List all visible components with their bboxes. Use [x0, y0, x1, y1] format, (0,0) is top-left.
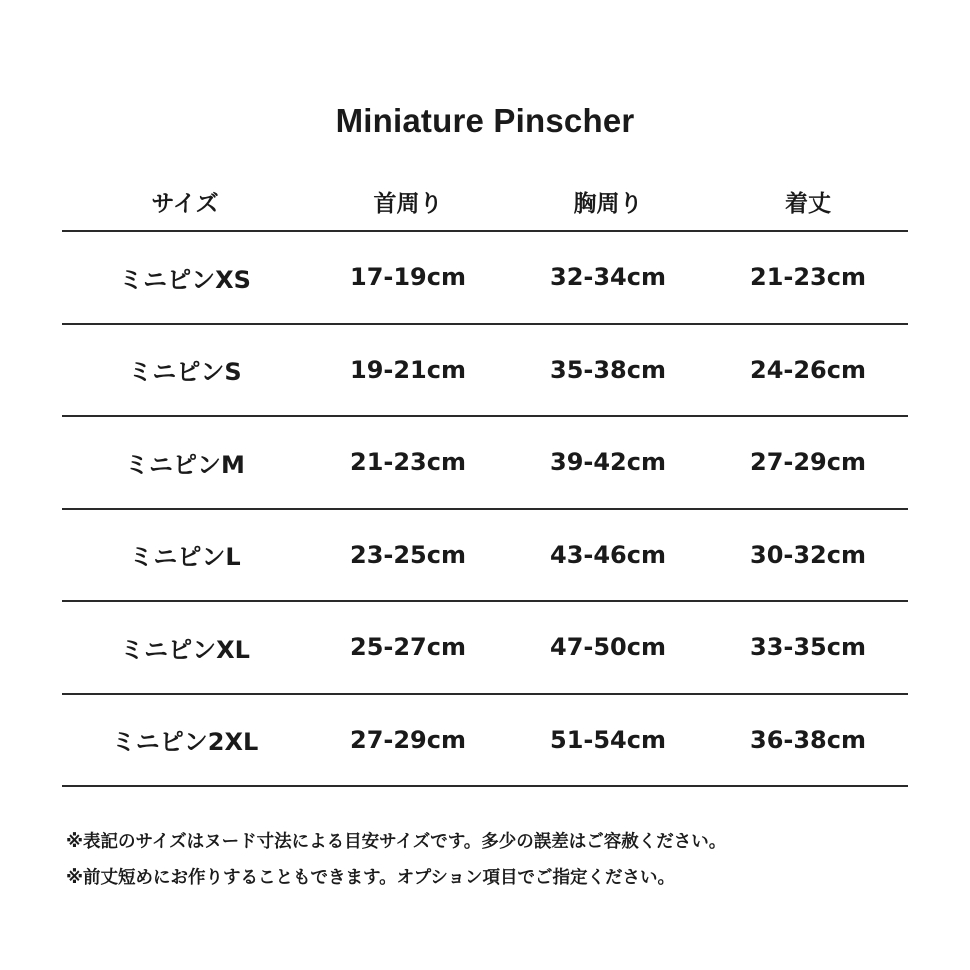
size-table [62, 168, 908, 787]
notes [66, 824, 936, 896]
chest-cell: 47-50cm [550, 633, 666, 662]
neck-cell: 19-21cm [350, 355, 466, 384]
table-row [62, 417, 908, 510]
header-chest: 胸周り [573, 190, 643, 217]
size-cell: ミニピンXL [120, 635, 250, 664]
size-cell: ミニピンS [128, 358, 242, 387]
chest-cell: 43-46cm [550, 540, 666, 569]
table-row [62, 325, 908, 418]
chest-cell: 39-42cm [550, 448, 666, 477]
table-row [62, 232, 908, 325]
chest-cell: 51-54cm [550, 725, 666, 754]
note-front-length-option: ※前丈短めにお作りすることもできます。オプション項目でご指定ください。 [66, 868, 676, 888]
note-size-disclaimer: ※表記のサイズはヌード寸法による目安サイズです。多少の誤差はご容赦ください。 [66, 832, 727, 852]
header-neck: 首周り [373, 190, 443, 217]
size-cell: ミニピンXS [119, 265, 251, 294]
length-cell: 30-32cm [750, 540, 866, 569]
neck-cell: 17-19cm [350, 263, 466, 292]
table-row [62, 510, 908, 603]
length-cell: 24-26cm [750, 355, 866, 384]
chest-cell: 32-34cm [550, 263, 666, 292]
table-row [62, 602, 908, 695]
length-cell: 27-29cm [750, 448, 866, 477]
size-cell: ミニピン2XL [111, 728, 259, 757]
table-row [62, 695, 908, 788]
header-size: サイズ [151, 190, 219, 217]
length-cell: 33-35cm [750, 633, 866, 662]
chest-cell: 35-38cm [550, 355, 666, 384]
page-title: Miniature Pinscher [335, 102, 635, 139]
neck-cell: 25-27cm [350, 633, 466, 662]
neck-cell: 21-23cm [350, 448, 466, 477]
size-cell: ミニピンL [129, 543, 241, 572]
neck-cell: 23-25cm [350, 540, 466, 569]
header-length: 着丈 [785, 190, 831, 217]
size-cell: ミニピンM [125, 450, 245, 479]
length-cell: 36-38cm [750, 725, 866, 754]
length-cell: 21-23cm [750, 263, 866, 292]
table-header-row [62, 168, 908, 232]
neck-cell: 27-29cm [350, 725, 466, 754]
